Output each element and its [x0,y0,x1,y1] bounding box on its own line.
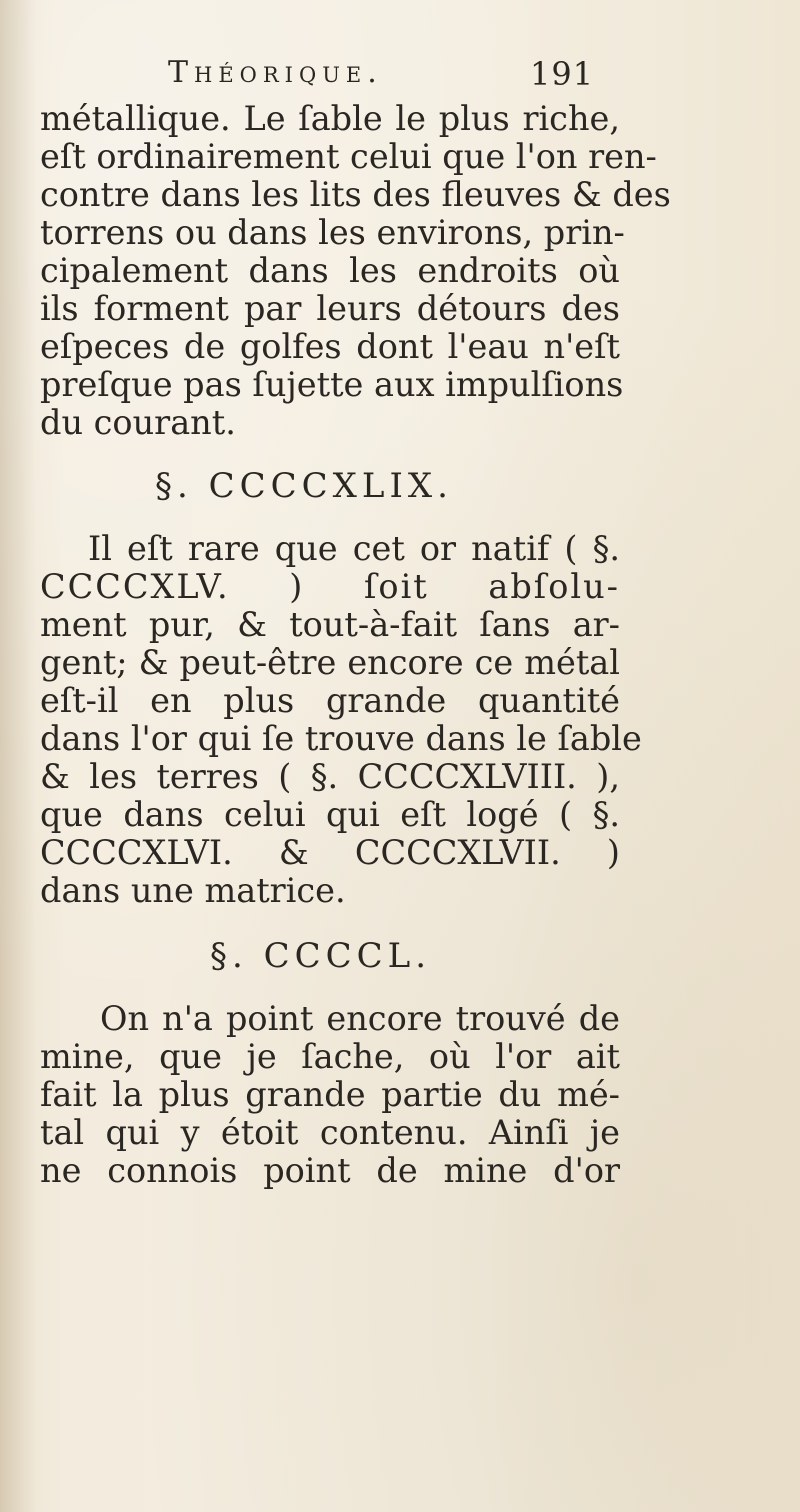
text-line: du courant. [40,403,236,442]
text-line: dans l'or qui ſe trouve dans le ſable [40,719,642,758]
text-line: fait la plus grande partie du mé- [40,1075,620,1114]
text-line: métallique. Le ſable le plus riche, [40,99,620,138]
text-line: mine, que je ſache, où l'or ait [40,1037,620,1076]
text-line: tal qui y étoit contenu. Ainſi je [40,1113,620,1152]
text-line: On n'a point encore trouvé de [100,999,620,1038]
running-title: Théorique. [168,55,383,90]
text-line: CCCCXLV. ) ſoit abſolu- [40,567,620,606]
page-number: 191 [530,55,595,93]
section-heading: §. CCCCL. [210,936,432,976]
text-line: eſt-il en plus grande quantité [40,681,620,720]
text-line: dans une matrice. [40,871,346,910]
text-line: preſque pas ſujette aux impulſions [40,365,624,404]
text-line: Il eſt rare que cet or natif ( §. [88,529,620,568]
text-line: cipalement dans les endroits où [40,251,620,290]
text-line: & les terres ( §. CCCCXLVIII. ), [40,757,620,796]
text-line: que dans celui qui eſt logé ( §. [40,795,620,834]
text-line: gent; & peut-être encore ce métal [40,643,620,682]
text-line: ment pur, & tout-à-fait ſans ar- [40,605,620,644]
text-line: contre dans les lits des fleuves & des [40,175,671,214]
section-heading: §. CCCCXLIX. [155,466,453,506]
text-line: ne connois point de mine d'or [40,1151,620,1190]
page-fold-shadow [0,0,36,1512]
text-line: eſt ordinairement celui que l'on ren- [40,137,657,176]
text-line: torrens ou dans les environs, prin- [40,213,625,252]
text-line: ils forment par leurs détours des [40,289,620,328]
text-line: CCCCXLVI. & CCCCXLVII. ) [40,833,620,872]
text-line: eſpeces de golfes dont l'eau n'eſt [40,327,620,366]
